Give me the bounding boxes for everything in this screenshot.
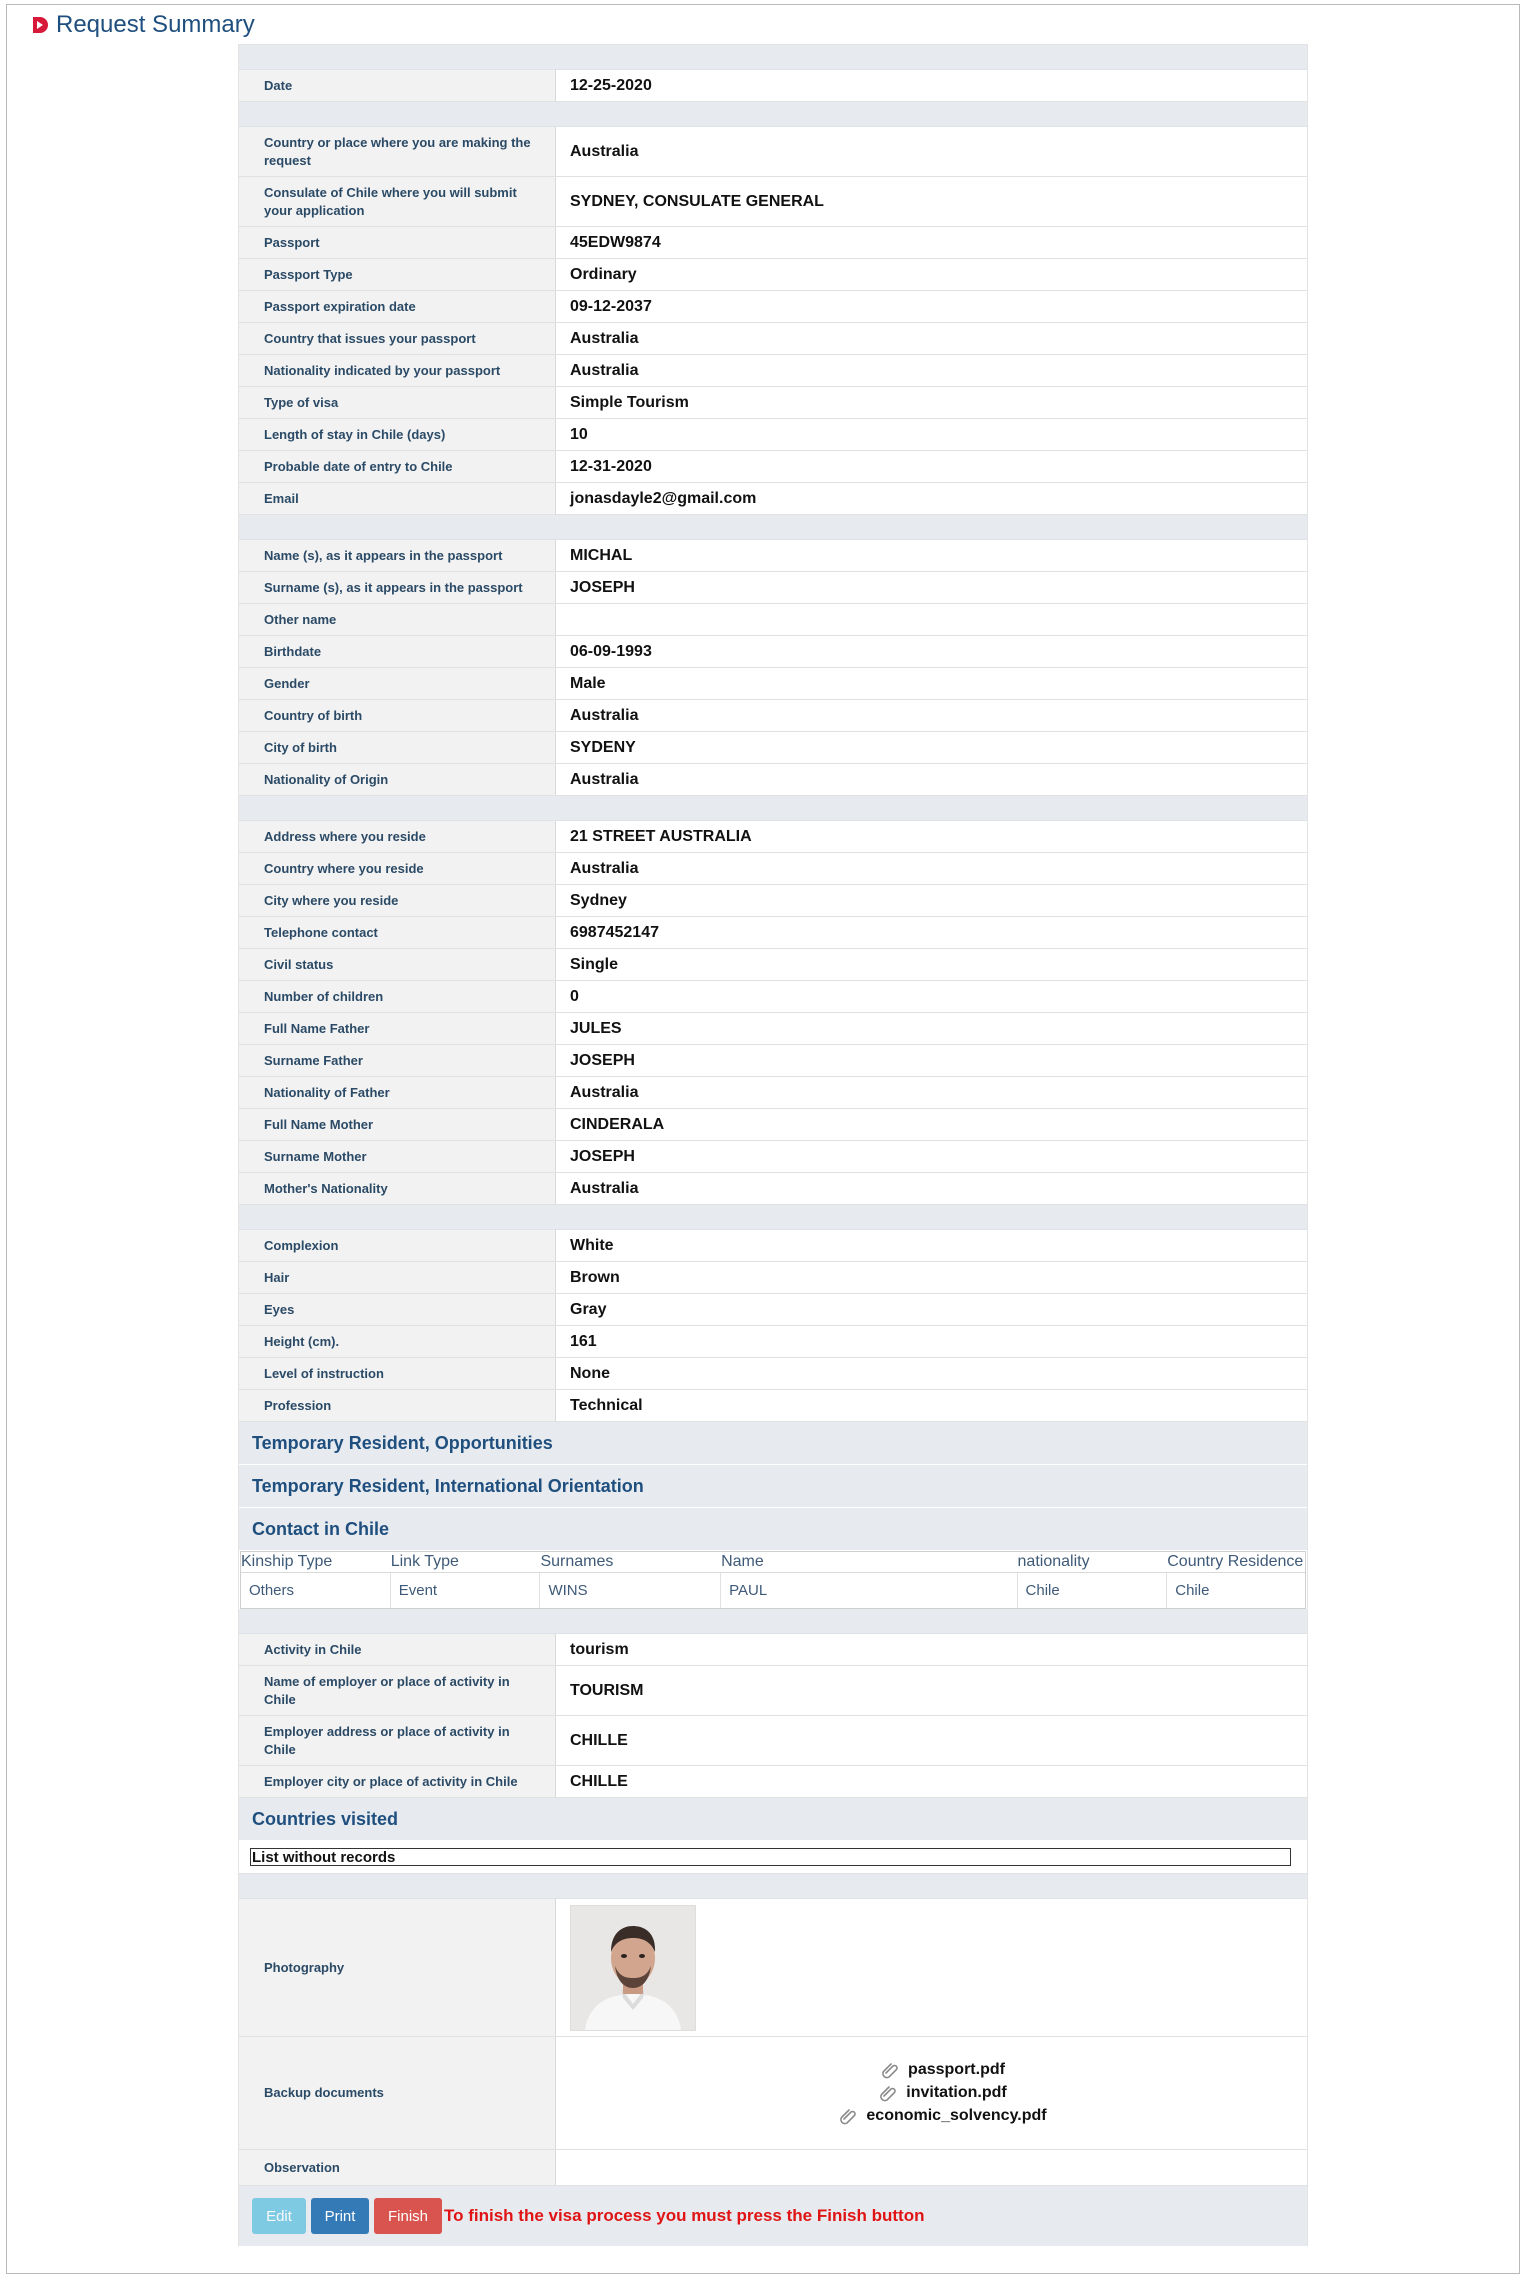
field-label: Date [239,70,556,101]
table-cell-kinship-type: Others [241,1573,391,1608]
column-header-link-type: Link Type [390,1553,459,1570]
field-row-surname-mother [239,1141,1307,1173]
field-value: 12-25-2020 [570,76,652,94]
field-value: TOURISM [570,1681,644,1699]
field-row-employer-city-or-place-of-activity-in-chile [239,1766,1307,1798]
field-label: Type of visa [239,387,556,418]
field-label: Country where you reside [239,853,556,884]
field-label: Nationality of Origin [239,764,556,795]
finish-instruction: To finish the visa process you must press the Finish button [444,2206,925,2225]
field-row-country-where-you-reside [239,853,1307,885]
field-value: MICHAL [570,546,633,564]
group-spacer [239,796,1307,821]
field-row-country-of-birth [239,700,1307,732]
field-row-eyes [239,1294,1307,1326]
activity-details [239,1609,1307,1798]
field-label: Country or place where you are making the request [239,127,556,176]
field-value: SYDNEY, CONSULATE GENERAL [570,192,824,210]
field-row-name-s-as-it-appears-in-the-passport [239,540,1307,572]
field-row-email [239,483,1307,515]
field-value [556,604,1307,635]
field-label: Length of stay in Chile (days) [239,419,556,450]
field-label: Activity in Chile [239,1634,556,1665]
field-row-length-of-stay-in-chile-days [239,419,1307,451]
field-value: Single [570,955,619,973]
document-link-invitation[interactable] [880,2082,1006,2105]
app-logo-icon [31,16,49,34]
field-value: Australia [570,859,639,877]
field-label: Nationality indicated by your passport [239,355,556,386]
field-value: 0 [570,987,579,1005]
group-spacer [239,45,1307,70]
field-value: Technical [570,1396,643,1414]
field-label: Photography [239,1899,556,2036]
field-row-mother-s-nationality [239,1173,1307,1205]
field-row-surname-s-as-it-appears-in-the-passport [239,572,1307,604]
field-label: Observation [239,2150,556,2185]
field-value: 21 STREET AUSTRALIA [570,827,752,845]
contact-table-header [241,1552,1305,1572]
field-label: Surname Mother [239,1141,556,1172]
field-value: tourism [570,1640,629,1658]
action-bar [239,2186,1307,2246]
field-label: Birthdate [239,636,556,667]
field-row-type-of-visa [239,387,1307,419]
field-label: Height (cm). [239,1326,556,1357]
field-row-height-cm [239,1326,1307,1358]
section-countries-visited: Countries visited [239,1798,1307,1841]
field-label: Other name [239,604,556,635]
paperclip-icon [882,2061,900,2079]
field-label: Backup documents [239,2037,556,2149]
finish-button[interactable]: Finish [374,2198,442,2234]
edit-button[interactable]: Edit [252,2198,306,2234]
field-row-surname-father [239,1045,1307,1077]
table-row [241,1572,1305,1608]
observation-row [239,2150,1307,2186]
field-value: jonasdayle2@gmail.com [570,489,757,507]
field-value: JOSEPH [570,578,635,596]
field-label: Employer city or place of activity in Chile [239,1766,556,1797]
field-row-level-of-instruction [239,1358,1307,1390]
table-cell-name: PAUL [721,1573,1017,1608]
field-row-full-name-mother [239,1109,1307,1141]
field-row-activity-in-chile [239,1634,1307,1666]
section-international-orientation: Temporary Resident, International Orientation [239,1465,1307,1508]
field-value: 06-09-1993 [570,642,652,660]
field-label: Email [239,483,556,514]
field-label: Name of employer or place of activity in Chile [239,1666,556,1715]
field-label: Country that issues your passport [239,323,556,354]
field-row-name-of-employer-or-place-of-activity-in-chile [239,1666,1307,1716]
field-label: Complexion [239,1230,556,1261]
field-label: Surname (s), as it appears in the passport [239,572,556,603]
field-value: Australia [570,706,639,724]
field-value: 09-12-2037 [570,297,652,315]
field-row-number-of-children [239,981,1307,1013]
print-button[interactable]: Print [311,2198,369,2234]
field-value: White [570,1236,614,1254]
group-spacer [239,515,1307,540]
field-row-city-of-birth [239,732,1307,764]
field-row-profession [239,1390,1307,1422]
field-label: Consulate of Chile where you will submit your application [239,177,556,226]
table-cell-link-type: Event [391,1573,541,1608]
field-value: SYDENY [570,738,636,756]
field-value: Brown [570,1268,620,1286]
backup-documents-list [556,2037,1307,2149]
document-name: economic_solvency.pdf [866,2107,1047,2124]
field-label: Employer address or place of activity in Chile [239,1716,556,1765]
table-cell-surnames: WINS [540,1573,721,1608]
field-value: Simple Tourism [570,393,689,411]
document-link-passport[interactable] [882,2059,1005,2082]
document-name: invitation.pdf [906,2084,1007,2101]
field-label: Nationality of Father [239,1077,556,1108]
field-value: CINDERALA [570,1115,665,1133]
field-row-country-or-place-where-you-are-making-the-request [239,127,1307,177]
field-value: 6987452147 [570,923,659,941]
field-value [556,2150,1307,2185]
field-value: CHILLE [570,1731,628,1749]
backup-documents-row [239,2037,1307,2150]
field-row-nationality-indicated-by-your-passport [239,355,1307,387]
page-title: Request Summary [56,11,255,38]
field-label: City of birth [239,732,556,763]
field-row-employer-address-or-place-of-activity-in-chile [239,1716,1307,1766]
paperclip-icon [880,2084,898,2102]
field-label: Level of instruction [239,1358,556,1389]
empty-list-message: List without records [250,1848,1291,1866]
column-header-kinship-type: Kinship Type [241,1553,333,1570]
field-label: Profession [239,1390,556,1421]
applicant-photo [570,1905,696,2031]
field-value: Gray [570,1300,607,1318]
field-label: Eyes [239,1294,556,1325]
field-row-civil-status [239,949,1307,981]
group-spacer [239,1205,1307,1230]
contact-table [240,1551,1306,1609]
request-summary-card [238,44,1308,2246]
field-row-consulate-of-chile-where-you-will-submit-your-application [239,177,1307,227]
field-label: Name (s), as it appears in the passport [239,540,556,571]
table-cell-nationality: Chile [1018,1573,1168,1608]
field-value: 45EDW9874 [570,233,661,251]
column-header-surnames: Surnames [540,1553,614,1570]
field-row-address-where-you-reside [239,821,1307,853]
field-label: Probable date of entry to Chile [239,451,556,482]
field-label: Civil status [239,949,556,980]
column-header-nationality: nationality [1017,1553,1090,1570]
field-row-passport [239,227,1307,259]
field-row-other-name [239,604,1307,636]
field-value: Australia [570,1083,639,1101]
field-row-nationality-of-father [239,1077,1307,1109]
applicant-details [239,45,1307,1422]
field-label: Full Name Father [239,1013,556,1044]
field-value: Ordinary [570,265,637,283]
group-spacer [239,1874,1307,1899]
field-value: 12-31-2020 [570,457,652,475]
section-opportunities: Temporary Resident, Opportunities [239,1422,1307,1465]
field-row-passport-type [239,259,1307,291]
field-row-probable-date-of-entry-to-chile [239,451,1307,483]
field-value: Sydney [570,891,627,909]
field-row-date [239,70,1307,102]
field-row-full-name-father [239,1013,1307,1045]
field-label: Hair [239,1262,556,1293]
document-name: passport.pdf [908,2061,1005,2078]
field-value: JOSEPH [570,1147,635,1165]
field-value: Australia [570,1179,639,1197]
field-row-hair [239,1262,1307,1294]
photography-row [239,1899,1307,2037]
group-spacer [239,1609,1307,1634]
field-row-country-that-issues-your-passport [239,323,1307,355]
field-value: None [570,1364,610,1382]
field-value: JOSEPH [570,1051,635,1069]
page-header [31,10,255,40]
field-label: City where you reside [239,885,556,916]
paperclip-icon [840,2107,858,2125]
table-cell-country-residence: Chile [1175,1582,1210,1599]
field-label: Passport [239,227,556,258]
field-row-city-where-you-reside [239,885,1307,917]
section-contact-in-chile: Contact in Chile [239,1508,1307,1551]
field-value: Australia [570,770,639,788]
countries-visited-list [239,1841,1307,1874]
field-row-gender [239,668,1307,700]
document-link-economic-solvency[interactable] [840,2105,1046,2128]
field-row-passport-expiration-date [239,291,1307,323]
field-label: Surname Father [239,1045,556,1076]
field-label: Full Name Mother [239,1109,556,1140]
field-row-birthdate [239,636,1307,668]
field-row-complexion [239,1230,1307,1262]
field-value: JULES [570,1019,622,1037]
field-value: Australia [570,361,639,379]
field-label: Country of birth [239,700,556,731]
field-value: Australia [570,329,639,347]
field-label: Gender [239,668,556,699]
group-spacer [239,102,1307,127]
field-label: Mother's Nationality [239,1173,556,1204]
field-label: Telephone contact [239,917,556,948]
column-header-country-residence: Country Residence [1167,1553,1304,1570]
column-header-name: Name [721,1553,764,1570]
field-label: Address where you reside [239,821,556,852]
field-value: Male [570,674,606,692]
field-label: Passport expiration date [239,291,556,322]
field-label: Passport Type [239,259,556,290]
field-value: CHILLE [570,1772,628,1790]
field-row-telephone-contact [239,917,1307,949]
field-value: 10 [570,425,588,443]
field-value: Australia [570,142,639,160]
field-value: 161 [570,1332,597,1350]
field-label: Number of children [239,981,556,1012]
field-row-nationality-of-origin [239,764,1307,796]
